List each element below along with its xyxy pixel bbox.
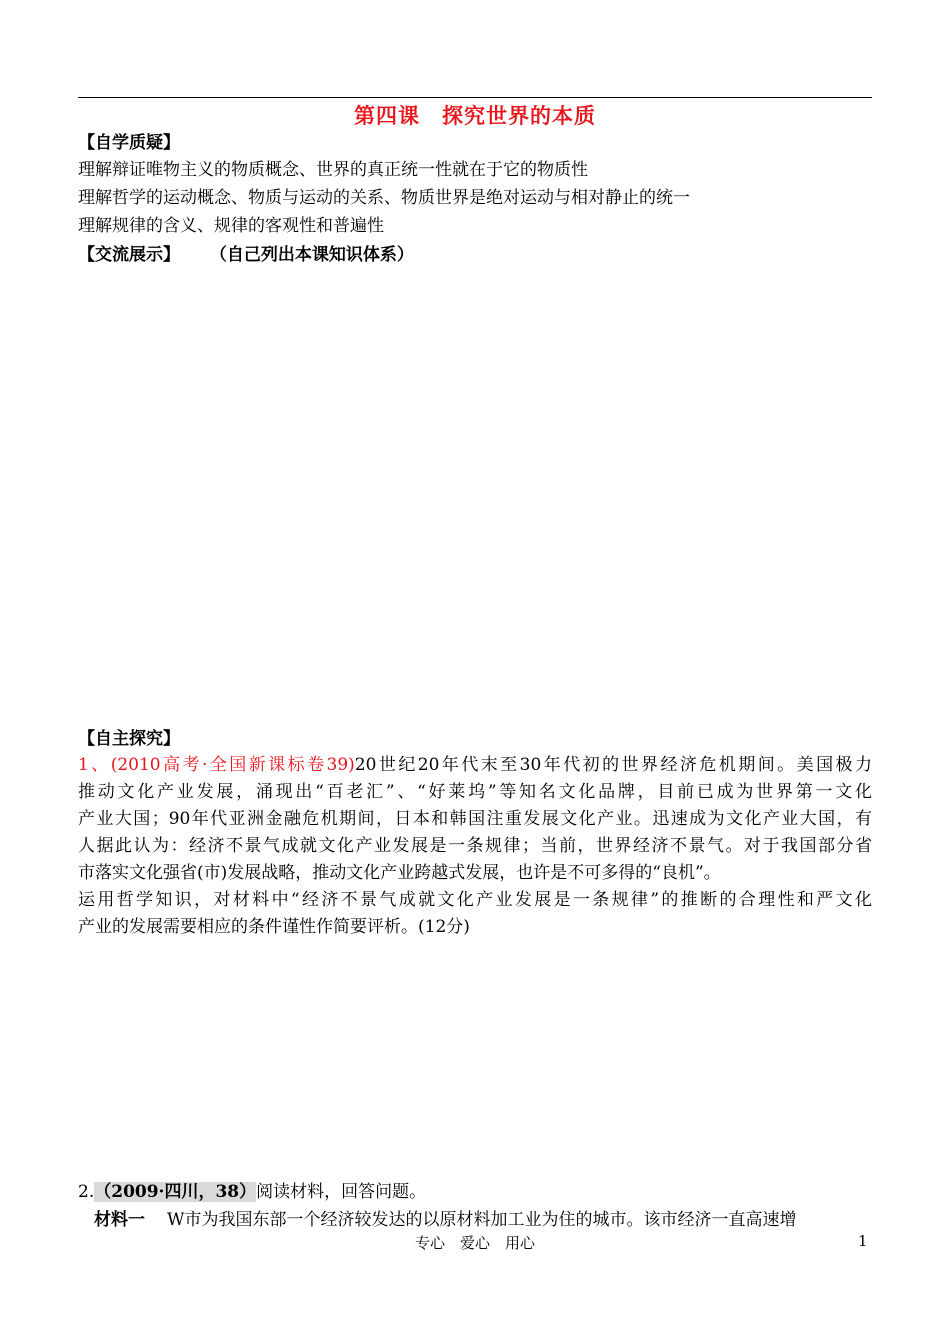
question-1-line: 产业大国；90年代亚洲金融危机期间，日本和韩国注重发展文化产业。迅速成为文化产业大国，有 (78, 809, 872, 829)
explore-heading: 【自主探究】 (78, 729, 180, 749)
question-2-instruction: 阅读材料，回答问题。 (256, 1182, 427, 1202)
question-1-line: 人据此认为：经济不景气成就文化产业发展是一条规律；当前，世界经济不景气。对于我国部分省 (78, 836, 872, 856)
question-2 (78, 1180, 426, 1204)
question-1-line: 1、(2010高考·全国新课标卷39)20世纪20年代末至30年代初的世界经济危机期间。美国极力 (78, 755, 872, 775)
page-number: 1 (858, 1232, 868, 1250)
footer-motto: 专心 爱心 用心 (414, 1234, 535, 1252)
question-2-number: 2. (78, 1182, 95, 1202)
self-study-item: 理解辩证唯物主义的物质概念、世界的真正统一性就在于它的物质性 (78, 160, 588, 180)
question-2-source: （2009·四川，38） (94, 1182, 257, 1202)
header-rule (78, 97, 872, 98)
question-1-prompt-line: 产业的发展需要相应的条件谨性作简要评析。(12分) (78, 917, 470, 937)
material-label: 材料一 (94, 1210, 145, 1230)
question-2-material (94, 1208, 796, 1232)
question-1-prompt-line: 运用哲学知识，对材料中“经济不景气成就文化产业发展是一条规律”的推断的合理性和严文化 (78, 890, 872, 910)
question-1-line: 推动文化产业发展，涌现出“百老汇”、“好莱坞”等知名文化品牌，目前已成为世界第一文化 (78, 782, 872, 802)
material-text: W市为我国东部一个经济较发达的以原材料加工业为住的城市。该市经济一直高速增 (167, 1210, 797, 1230)
question-1-source: 1、(2010高考·全国新课标卷39) (78, 755, 355, 775)
self-study-item: 理解规律的含义、规律的客观性和普遍性 (78, 216, 384, 236)
exchange-note: （自己列出本课知识体系） (209, 245, 414, 265)
self-study-heading: 【自学质疑】 (78, 133, 180, 153)
self-study-item: 理解哲学的运动概念、物质与运动的关系、物质世界是绝对运动与相对静止的统一 (78, 188, 690, 208)
page-title: 第四课 探究世界的本质 (354, 103, 596, 128)
question-1-line: 市落实文化强省(市)发展战略，推动文化产业跨越式发展，也许是不可多得的“良机”。 (78, 863, 721, 883)
question-1 (78, 752, 872, 941)
exchange-heading-label: 【交流展示】 (78, 245, 180, 265)
exchange-heading (78, 243, 414, 267)
